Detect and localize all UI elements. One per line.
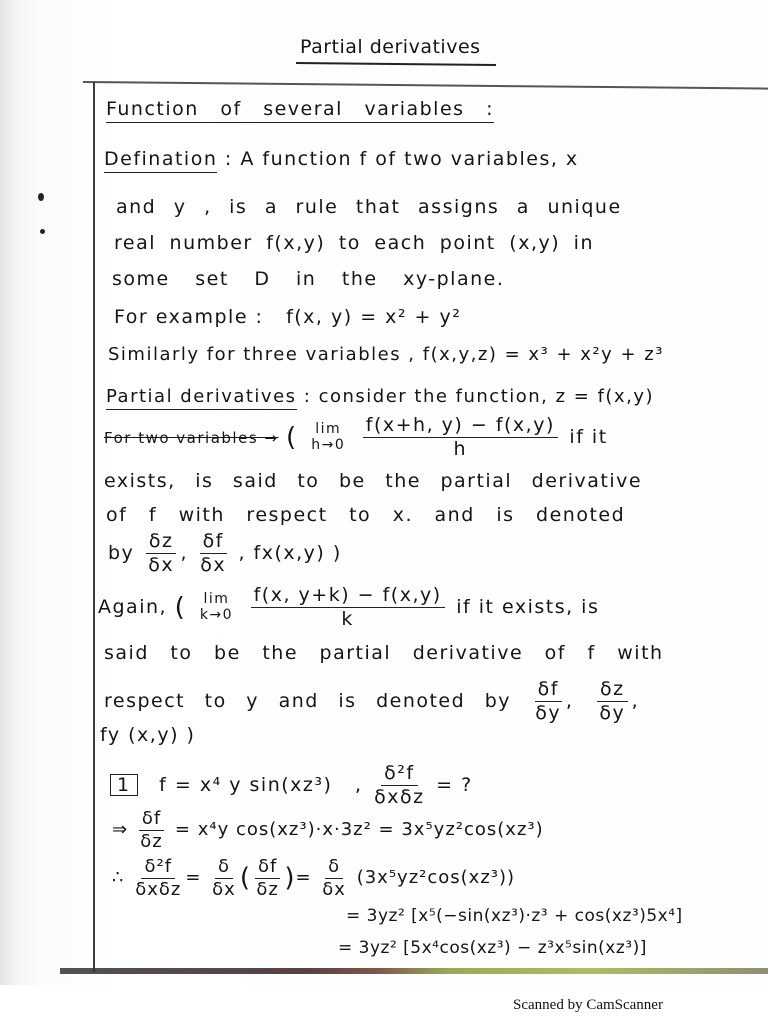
limit-x — [311, 421, 345, 455]
notation-x-tail: , fx(x,y) ) — [238, 541, 342, 564]
if-it-text: if it — [569, 425, 608, 448]
fraction-denominator: δy — [535, 701, 562, 724]
definition-line-4: some set D in the xy-plane. — [112, 268, 505, 290]
partial-y-text: respect to y and is denoted by — [104, 689, 512, 712]
three-variables-line — [108, 344, 664, 365]
fraction-numerator: δ²f — [141, 856, 175, 879]
difference-quotient-x — [363, 414, 558, 461]
limit-y-line — [98, 584, 599, 631]
fraction-denominator: δx — [322, 878, 346, 900]
open-paren: ( — [286, 422, 298, 453]
limit-y — [200, 591, 233, 625]
notation-x-line: by $\frac{\delta z}{\delta x}$ , $\frac{\delta f}{\delta x}$ , fx(x,y) ) — [108, 530, 342, 576]
fraction-denominator: δz — [140, 830, 163, 852]
notation-dz-dx — [146, 530, 177, 577]
again-label: Again, — [98, 595, 168, 618]
lim-subscript: h→0 — [311, 437, 346, 454]
definition-line-1 — [104, 148, 579, 170]
fraction-numerator: δ — [215, 856, 233, 879]
partial-intro: : consider the function, z = f(x,y) — [303, 386, 655, 407]
section-heading — [106, 98, 494, 120]
title-underline — [296, 62, 496, 66]
given-function: f = x⁴ y sin(xz³) — [159, 773, 333, 796]
partial-heading-line — [106, 386, 654, 407]
fraction-denominator: h — [453, 437, 468, 460]
fraction-denominator: δxδz — [135, 878, 182, 900]
limit-x-line — [104, 414, 608, 461]
fraction-numerator: δf — [255, 856, 280, 879]
fraction-numerator: δf — [200, 530, 227, 554]
if-it-exists-text: if it exists, is — [456, 595, 600, 618]
open-paren: ( — [174, 592, 187, 623]
fraction-numerator: δz — [146, 530, 177, 554]
difference-quotient-y — [251, 584, 445, 631]
lim-label: lim — [203, 590, 230, 607]
fraction-numerator: f(x, y+k) − f(x,y) — [251, 584, 445, 608]
asked-derivative — [374, 762, 424, 809]
close-paren: ) — [284, 863, 296, 894]
step2-operator-2 — [322, 856, 346, 900]
example-1-step-4: = 3yz² [5x⁴cos(xz³) − z³x⁵sin(xz³)] — [338, 938, 647, 958]
therefore-symbol: ∴ — [112, 867, 125, 889]
fraction-denominator: δy — [599, 701, 626, 724]
top-rule-line — [83, 81, 768, 89]
example-expression: f(x, y) = x² + y² — [286, 306, 462, 328]
fraction-denominator: δz — [256, 878, 279, 900]
scanner-watermark: Scanned by CamScanner — [513, 997, 663, 1013]
example-1-step-2: ∴ $\frac{\text{δ²f}}{\text{δxδz}}$ = $\frac{\delta}{\delta x}$ ( $\frac{\delta f}{\delta z}$ )= $\frac{\delta}{\delta x}$ (3x⁵yz²cos(xz³)) — [112, 856, 516, 900]
fraction-numerator: f(x+h, y) − f(x,y) — [363, 414, 558, 438]
example-line — [114, 306, 461, 328]
partial-x-line-2: of f with respect to x. and is denoted — [106, 504, 626, 526]
notation-dz-dy — [597, 678, 628, 725]
open-paren: ( — [239, 863, 251, 894]
step2-operator — [212, 856, 236, 900]
partial-x-line-1: exists, is said to be the partial derivative — [104, 470, 643, 492]
fraction-denominator: δxδz — [374, 785, 425, 808]
struck-text: For two variables → — [104, 428, 279, 447]
example-number: 1 — [110, 774, 138, 796]
section-heading-text: Function of several variables : — [106, 98, 494, 123]
partial-heading: Partial derivatives — [106, 386, 297, 410]
fraction-numerator: δf — [139, 808, 164, 831]
step2-lhs — [135, 856, 181, 900]
definition-text: : A function f of two variables, x — [224, 148, 579, 170]
fraction-denominator: δx — [200, 553, 227, 576]
step2-inner — [255, 856, 280, 900]
ink-mark — [38, 193, 44, 201]
example-1-step-3: = 3yz² [x⁵(−sin(xz³)·z³ + cos(xz³)5x⁴] — [346, 906, 683, 926]
notation-y-tail: fy (x,y) ) — [100, 724, 196, 746]
partial-y-line-2: respect to y and is denoted by $\frac{\delta f}{\delta y}$ , $\frac{\delta z}{\delta y}$ , — [104, 678, 640, 724]
question-mark: = ? — [436, 773, 473, 796]
page-title: Partial derivatives — [300, 36, 481, 58]
definition-label: Defination — [104, 148, 217, 173]
by-label: by — [108, 541, 135, 564]
fraction-denominator: δx — [212, 878, 236, 900]
definition-line-3: real number f(x,y) to each point (x,y) in — [114, 232, 595, 254]
lim-subscript: k→0 — [199, 607, 234, 624]
notation-df-dx — [200, 530, 227, 577]
three-variables-expression: f(x,y,z) = x³ + x²y + z³ — [422, 344, 664, 365]
notation-df-dy — [535, 678, 562, 725]
lim-label: lim — [315, 420, 342, 437]
example-1-problem: 1 f = x⁴ y sin(xz³) , $\frac{\text{δ²f}}{\text{δxδz}}$ = ? — [110, 762, 473, 809]
fraction-numerator: δf — [535, 678, 562, 702]
step1-lhs — [139, 808, 164, 852]
definition-line-2: and y , is a rule that assigns a unique — [116, 196, 622, 218]
step1-rhs: = x⁴y cos(xz³)·x·3z² = 3x⁵yz²cos(xz³) — [174, 819, 544, 841]
three-variables-text: Similarly for three variables , — [108, 344, 416, 365]
implies-symbol: ⇒ — [112, 819, 129, 841]
fraction-numerator: δ²f — [381, 762, 417, 786]
page-bottom-edge — [60, 968, 768, 974]
fraction-numerator: δ — [325, 856, 343, 879]
example-1-step-1 — [112, 808, 544, 852]
fraction-denominator: k — [341, 607, 354, 630]
partial-y-line-1: said to be the partial derivative of f with — [104, 642, 664, 664]
fraction-denominator: δx — [148, 553, 175, 576]
ink-mark — [40, 229, 45, 234]
margin-line — [93, 82, 95, 972]
example-label: For example : — [114, 306, 264, 328]
step2-rhs: (3x⁵yz²cos(xz³)) — [356, 867, 516, 889]
fraction-numerator: δz — [597, 678, 628, 702]
